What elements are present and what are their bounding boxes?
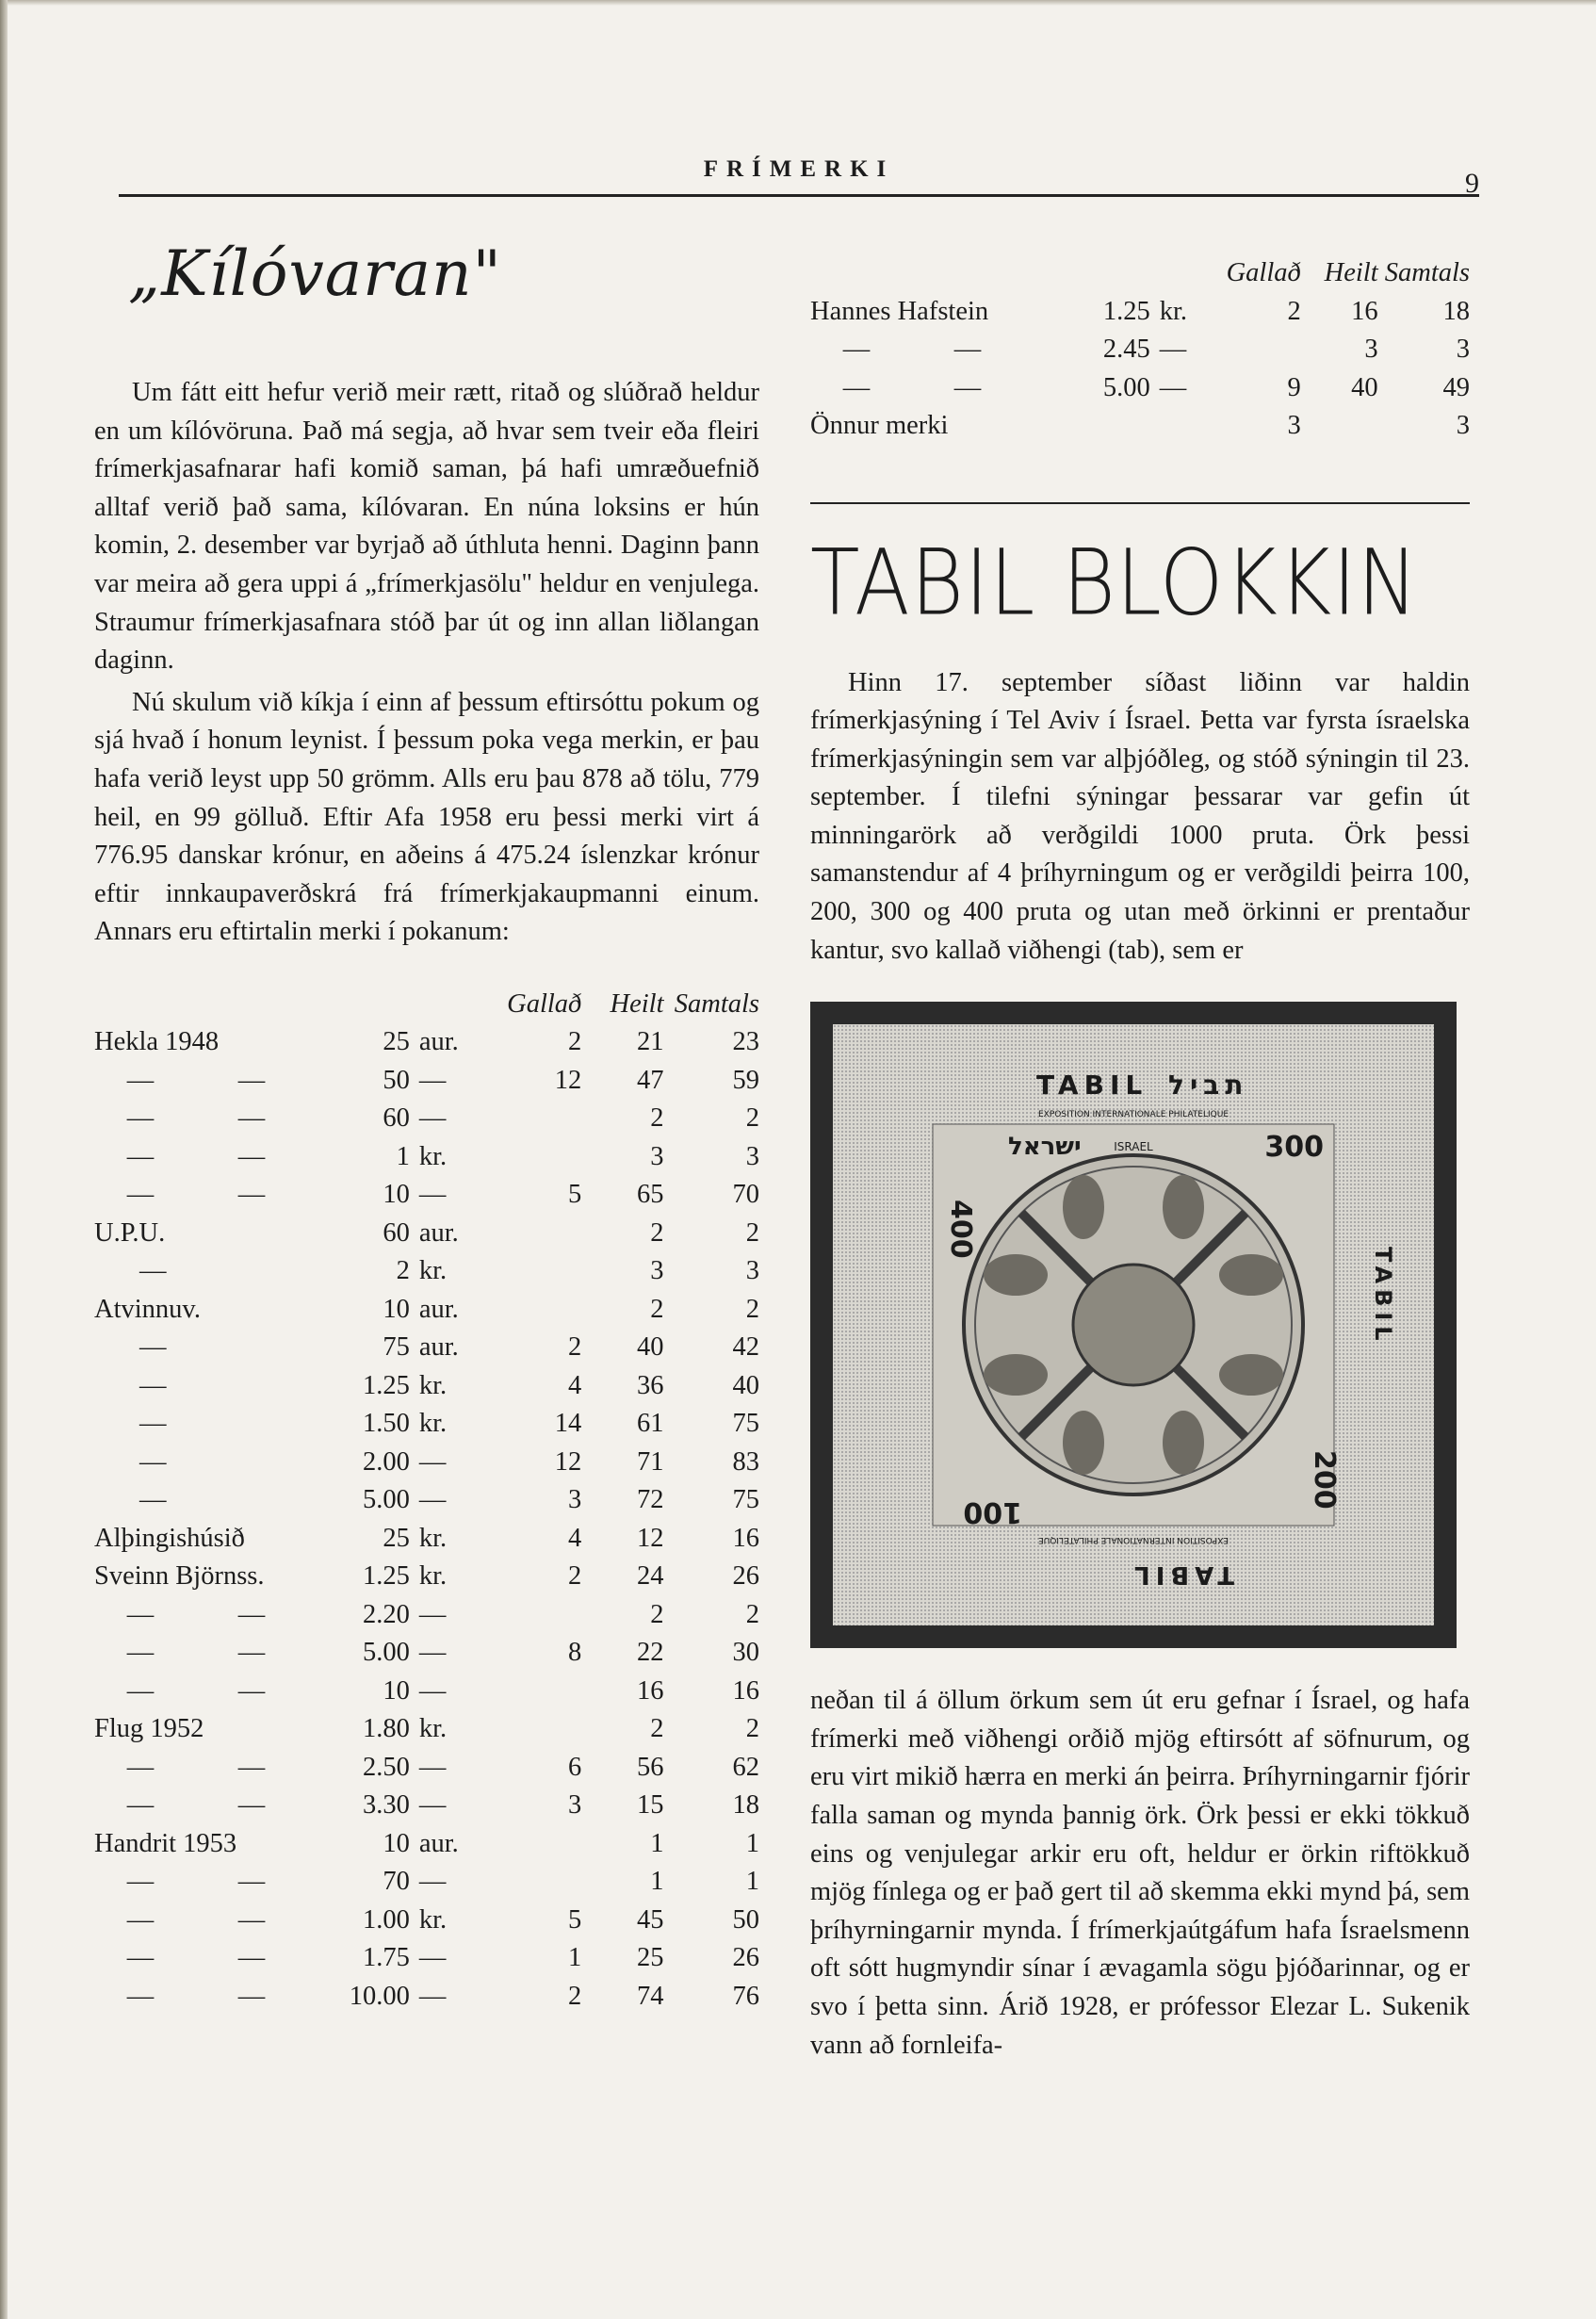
currency-unit: kr. bbox=[418, 1523, 448, 1553]
page-number: 9 bbox=[1465, 168, 1479, 199]
stamp-name bbox=[94, 1939, 334, 1978]
table-row bbox=[94, 1825, 759, 1864]
face-value: 10 bbox=[383, 1675, 410, 1706]
table-row bbox=[94, 1100, 759, 1138]
total-count: 3 bbox=[745, 1256, 759, 1286]
damaged-count: 2 bbox=[568, 1981, 582, 2011]
table-row bbox=[94, 1291, 759, 1330]
damaged-count bbox=[497, 1825, 581, 1864]
total-count: 18 bbox=[1442, 296, 1470, 326]
currency-unit: — bbox=[418, 1638, 447, 1668]
currency-unit bbox=[1160, 407, 1221, 446]
face-value: 75 bbox=[383, 1332, 410, 1363]
table-row bbox=[94, 1863, 759, 1902]
face-value: 2.20 bbox=[362, 1599, 410, 1629]
currency-unit: aur. bbox=[418, 1828, 459, 1858]
table-row bbox=[94, 1176, 759, 1215]
damaged-count bbox=[497, 1215, 581, 1253]
whole-count: 1 bbox=[650, 1867, 664, 1897]
stamp-name bbox=[94, 1329, 334, 1367]
total-count: 76 bbox=[732, 1981, 759, 2011]
ditto-marks: — — bbox=[126, 1981, 266, 2011]
currency-unit: — bbox=[1159, 372, 1187, 402]
whole-count: 47 bbox=[637, 1065, 664, 1095]
stamp-name bbox=[94, 1863, 334, 1902]
damaged-count: 5 bbox=[568, 1904, 582, 1935]
sheet-illustration bbox=[810, 1002, 1457, 1648]
table-row bbox=[810, 293, 1470, 332]
table-body bbox=[94, 1023, 759, 2016]
face-value: 10.00 bbox=[349, 1981, 410, 2011]
ditto-marks: — — bbox=[126, 1790, 266, 1821]
whole-count: 25 bbox=[637, 1943, 664, 1973]
ditto-marks: — — bbox=[126, 1675, 266, 1706]
currency-unit: aur. bbox=[418, 1217, 459, 1248]
tab-label-bottom: TABIL bbox=[1129, 1560, 1234, 1590]
face-value: 10 bbox=[383, 1294, 410, 1324]
currency-unit: — bbox=[418, 1103, 447, 1134]
total-count: 16 bbox=[732, 1523, 759, 1553]
damaged-count: 1 bbox=[568, 1943, 582, 1973]
table-row bbox=[94, 1673, 759, 1711]
table-row bbox=[94, 1252, 759, 1291]
total-count: 2 bbox=[745, 1599, 759, 1629]
whole-count: 1 bbox=[650, 1828, 664, 1858]
table-row bbox=[810, 331, 1470, 369]
stamp-name: Hekla 1948 bbox=[94, 1027, 220, 1057]
damaged-count: 12 bbox=[554, 1446, 582, 1477]
total-count: 18 bbox=[732, 1790, 759, 1821]
header-total: Samtals bbox=[1384, 258, 1470, 287]
tabil-paragraph-1: Hinn 17. september síðast liðinn var haldin frímerkjasýning í Tel Aviv í Ísrael. Þetta var fyrsta ísraelska frímerkjasýningin sem var alþjóðleg, og stóð sýningin til 23. september. Í tilefni sýningar þessarar var gefin út minningarörk að verðgildi 1000 pruta. Örk þessi samanstendur af 4 þríhyrningum og er verðgildi þeirra 100, 200, 300 og 400 pruta og utan með örkinni er prentaður kantur, svo kallað viðhengi (tab), sem er bbox=[810, 667, 1470, 965]
ditto-mark: — bbox=[139, 1256, 167, 1286]
tab-hebrew-top: תביל bbox=[1168, 1070, 1249, 1102]
ditto-marks: — — bbox=[126, 1752, 266, 1782]
damaged-count bbox=[497, 1596, 581, 1635]
table-row bbox=[94, 1520, 759, 1559]
face-value: 25 bbox=[383, 1027, 410, 1057]
total-count: 2 bbox=[745, 1714, 759, 1744]
right-column bbox=[810, 254, 1470, 2065]
stamp-name bbox=[94, 1176, 334, 1215]
currency-unit: aur. bbox=[418, 1294, 459, 1324]
header-damaged: Gallað bbox=[1226, 258, 1301, 287]
damaged-count: 3 bbox=[568, 1485, 582, 1515]
ditto-mark: — bbox=[139, 1370, 167, 1400]
total-count: 30 bbox=[732, 1638, 759, 1668]
denomination-400: 400 bbox=[944, 1200, 977, 1259]
total-count: 3 bbox=[1456, 411, 1470, 440]
stamp-name bbox=[94, 1100, 334, 1138]
country-label: ISRAEL bbox=[1114, 1140, 1153, 1154]
face-value: 3.30 bbox=[362, 1790, 410, 1821]
damaged-count: 3 bbox=[568, 1790, 582, 1821]
total-count: 83 bbox=[732, 1446, 759, 1477]
table-row bbox=[94, 1939, 759, 1978]
whole-count: 2 bbox=[650, 1103, 664, 1134]
face-value: 10 bbox=[383, 1180, 410, 1210]
total-count: 23 bbox=[732, 1027, 759, 1057]
header-total: Samtals bbox=[674, 988, 759, 1019]
currency-unit: kr. bbox=[418, 1409, 448, 1439]
stamp-name: U.P.U. bbox=[94, 1217, 166, 1248]
table-row bbox=[810, 369, 1470, 408]
stamp-name: Önnur merki bbox=[810, 411, 949, 440]
stamp-name bbox=[94, 1444, 334, 1482]
whole-count: 40 bbox=[1351, 372, 1378, 402]
table-row bbox=[94, 1329, 759, 1367]
whole-count: 72 bbox=[637, 1485, 664, 1515]
ditto-mark: — bbox=[139, 1409, 167, 1439]
damaged-count bbox=[497, 1252, 581, 1291]
ditto-mark: — bbox=[139, 1485, 167, 1515]
whole-count: 2 bbox=[650, 1217, 664, 1248]
currency-unit: kr. bbox=[418, 1370, 448, 1400]
table-row bbox=[94, 1902, 759, 1940]
total-count: 49 bbox=[1442, 372, 1470, 402]
currency-unit: — bbox=[418, 1981, 447, 2011]
currency-unit: — bbox=[418, 1446, 447, 1477]
page-edge-top bbox=[0, 0, 1596, 6]
currency-unit: — bbox=[418, 1752, 447, 1782]
face-value: 2.00 bbox=[362, 1446, 410, 1477]
damaged-count: 2 bbox=[568, 1027, 582, 1057]
total-count: 1 bbox=[745, 1828, 759, 1858]
total-count: 50 bbox=[732, 1904, 759, 1935]
currency-unit: — bbox=[418, 1485, 447, 1515]
table-row bbox=[94, 1596, 759, 1635]
whole-count: 21 bbox=[637, 1027, 664, 1057]
face-value: 2.50 bbox=[362, 1752, 410, 1782]
article-title-tabil: TABIL BLOKKIN bbox=[810, 530, 1419, 636]
table-row bbox=[810, 407, 1470, 446]
whole-count: 22 bbox=[637, 1638, 664, 1668]
stamp-inventory-table bbox=[94, 986, 759, 2017]
total-count: 40 bbox=[732, 1370, 759, 1400]
currency-unit: — bbox=[418, 1943, 447, 1973]
header-whole: Heilt bbox=[1324, 258, 1378, 287]
stamp-name: Flug 1952 bbox=[94, 1714, 204, 1744]
damaged-count: 4 bbox=[568, 1523, 582, 1553]
mosaic-center-medallion bbox=[1073, 1265, 1194, 1385]
ditto-marks: — — bbox=[126, 1065, 266, 1095]
stamp-name bbox=[94, 1367, 334, 1406]
currency-unit: aur. bbox=[418, 1027, 459, 1057]
stamp-name bbox=[94, 1596, 334, 1635]
ditto-marks: — — bbox=[126, 1943, 266, 1973]
total-count: 70 bbox=[732, 1180, 759, 1210]
tabil-paragraph-2: neðan til á öllum örkum sem út eru gefnar í Ísrael, og hafa frímerki með viðhengi orðið mjög eftirsótt af söfnurum, og eru virt mikið hærra en merki án þeirra. Þríhyrningarnir fjórir falla saman og mynda þannig örk. Örk þessi er ekki tökkuð eins og venjulegar arkir eru oft, heldur er örkin riftökkuð mjög fínlega og er það gert til að skemma ekki mynd þá, sem þríhyrningarnir mynda. Í frímerkjaútgáfum hafa Ísraelsmenn oft sótt hugmyndir sínar í ævagamla sögu þjóðarinnar, og er svo í þetta sinn. Árið 1928, er prófessor Elezar L. Sukenik vann að fornleifa- bbox=[810, 1686, 1470, 2060]
total-count: 62 bbox=[732, 1752, 759, 1782]
ditto-marks: — — bbox=[126, 1867, 266, 1897]
stamp-name bbox=[94, 1252, 334, 1291]
stamp-name bbox=[94, 1138, 334, 1177]
face-value bbox=[1083, 407, 1160, 446]
stamp-name bbox=[810, 331, 1083, 369]
ditto-marks: — — bbox=[126, 1180, 266, 1210]
total-count: 75 bbox=[732, 1485, 759, 1515]
currency-unit: kr. bbox=[418, 1256, 448, 1286]
denomination-200: 200 bbox=[1308, 1450, 1341, 1510]
denomination-100: 100 bbox=[963, 1495, 1022, 1529]
total-count: 26 bbox=[732, 1943, 759, 1973]
damaged-count: 3 bbox=[1287, 411, 1301, 440]
damaged-count: 6 bbox=[568, 1752, 582, 1782]
whole-count: 65 bbox=[637, 1180, 664, 1210]
table-row bbox=[94, 1062, 759, 1101]
whole-count: 45 bbox=[637, 1904, 664, 1935]
header-damaged: Gallað bbox=[507, 988, 582, 1019]
whole-count: 71 bbox=[637, 1446, 664, 1477]
ditto-marks: — — bbox=[126, 1599, 266, 1629]
face-value: 60 bbox=[383, 1103, 410, 1134]
stamp-inventory-table-continued bbox=[810, 254, 1470, 446]
total-count: 42 bbox=[732, 1332, 759, 1363]
stamp-name: Handrit 1953 bbox=[94, 1828, 237, 1858]
exposition-label-top: EXPOSITION INTERNATIONALE PHILATELIQUE bbox=[1038, 1110, 1229, 1120]
face-value: 1.75 bbox=[362, 1943, 410, 1973]
country-hebrew-label: ישראל bbox=[1008, 1133, 1082, 1162]
ditto-marks: — — bbox=[126, 1904, 266, 1935]
damaged-count: 8 bbox=[568, 1638, 582, 1668]
table-row bbox=[94, 1138, 759, 1177]
total-count: 59 bbox=[732, 1065, 759, 1095]
damaged-count bbox=[497, 1138, 581, 1177]
table-row bbox=[94, 1749, 759, 1788]
whole-count: 2 bbox=[650, 1294, 664, 1324]
exposition-label-bottom: EXPOSITION INTERNATIONALE PHILATELIQUE bbox=[1038, 1535, 1229, 1545]
denomination-300: 300 bbox=[1264, 1131, 1324, 1165]
face-value: 1.25 bbox=[1102, 296, 1150, 326]
face-value: 2.45 bbox=[1102, 335, 1150, 364]
table-row bbox=[94, 1710, 759, 1749]
ditto-mark: — bbox=[139, 1332, 167, 1363]
total-count: 16 bbox=[732, 1675, 759, 1706]
table-row bbox=[94, 1367, 759, 1406]
face-value: 5.00 bbox=[1102, 372, 1150, 402]
ditto-marks: — — bbox=[126, 1638, 266, 1668]
table-row bbox=[94, 1023, 759, 1062]
stamp-name bbox=[94, 1749, 334, 1788]
whole-count: 3 bbox=[1364, 335, 1378, 364]
total-count: 26 bbox=[732, 1561, 759, 1592]
face-value: 1.25 bbox=[362, 1370, 410, 1400]
table-row bbox=[94, 1978, 759, 2017]
currency-unit: — bbox=[418, 1675, 447, 1706]
damaged-count bbox=[1220, 331, 1300, 369]
tab-label-right: TABIL bbox=[1370, 1247, 1396, 1347]
stamp-name: Atvinnuv. bbox=[94, 1294, 201, 1324]
face-value: 60 bbox=[383, 1217, 410, 1248]
damaged-count bbox=[497, 1710, 581, 1749]
currency-unit: — bbox=[418, 1867, 447, 1897]
table-header-row bbox=[94, 986, 759, 1024]
whole-count: 74 bbox=[637, 1981, 664, 2011]
stamp-name bbox=[94, 1405, 334, 1444]
table-row bbox=[94, 1405, 759, 1444]
stamp-name bbox=[94, 1978, 334, 2017]
damaged-count: 14 bbox=[554, 1409, 582, 1439]
currency-unit: kr. bbox=[418, 1561, 448, 1592]
tabil-souvenir-sheet-photo bbox=[810, 1002, 1457, 1648]
face-value: 1.25 bbox=[362, 1561, 410, 1592]
table-row bbox=[94, 1481, 759, 1520]
section-divider bbox=[810, 502, 1470, 504]
whole-count: 3 bbox=[650, 1141, 664, 1171]
tab-label-top: TABIL bbox=[1036, 1070, 1148, 1102]
damaged-count: 12 bbox=[554, 1065, 582, 1095]
magazine-name: FRÍMERKI bbox=[703, 156, 895, 182]
whole-count bbox=[1301, 407, 1378, 446]
header-whole: Heilt bbox=[610, 988, 664, 1019]
whole-count: 2 bbox=[650, 1599, 664, 1629]
left-column bbox=[94, 217, 759, 2016]
ditto-marks: — — bbox=[126, 1141, 266, 1171]
stamp-name bbox=[94, 1673, 334, 1711]
whole-count: 36 bbox=[637, 1370, 664, 1400]
currency-unit: kr. bbox=[418, 1714, 448, 1744]
stamp-name bbox=[94, 1902, 334, 1940]
currency-unit: — bbox=[418, 1180, 447, 1210]
damaged-count: 9 bbox=[1287, 372, 1301, 402]
whole-count: 3 bbox=[650, 1256, 664, 1286]
stamp-name bbox=[94, 1062, 334, 1101]
whole-count: 24 bbox=[637, 1561, 664, 1592]
ditto-marks: — — bbox=[126, 1103, 266, 1134]
total-count: 1 bbox=[745, 1867, 759, 1897]
stamp-name: Hannes Hafstein bbox=[810, 296, 989, 326]
total-count: 3 bbox=[745, 1141, 759, 1171]
whole-count: 16 bbox=[637, 1675, 664, 1706]
whole-count: 40 bbox=[637, 1332, 664, 1363]
currency-unit: kr. bbox=[418, 1904, 448, 1935]
total-count: 3 bbox=[1456, 335, 1470, 364]
table-row bbox=[94, 1444, 759, 1482]
table-header-row bbox=[810, 254, 1470, 293]
face-value: 5.00 bbox=[362, 1638, 410, 1668]
face-value: 50 bbox=[383, 1065, 410, 1095]
damaged-count: 4 bbox=[568, 1370, 582, 1400]
stamp-name bbox=[810, 369, 1083, 408]
currency-unit: — bbox=[418, 1790, 447, 1821]
damaged-count: 2 bbox=[568, 1332, 582, 1363]
face-value: 1.00 bbox=[362, 1904, 410, 1935]
page-edge-left bbox=[0, 0, 8, 2319]
ditto-marks: — — bbox=[842, 335, 982, 364]
stamp-name bbox=[94, 1634, 334, 1673]
currency-unit: aur. bbox=[418, 1332, 459, 1363]
damaged-count bbox=[497, 1673, 581, 1711]
table-row bbox=[94, 1787, 759, 1825]
stamp-name: Alþingishúsið bbox=[94, 1523, 245, 1553]
currency-unit: kr. bbox=[418, 1141, 448, 1171]
currency-unit: — bbox=[1159, 335, 1187, 364]
currency-unit: — bbox=[418, 1599, 447, 1629]
running-head bbox=[119, 151, 1479, 197]
face-value: 1 bbox=[396, 1141, 410, 1171]
ditto-mark: — bbox=[139, 1446, 167, 1477]
whole-count: 16 bbox=[1351, 296, 1378, 326]
total-count: 2 bbox=[745, 1103, 759, 1134]
face-value: 10 bbox=[383, 1828, 410, 1858]
damaged-count bbox=[497, 1291, 581, 1330]
damaged-count bbox=[497, 1863, 581, 1902]
total-count: 2 bbox=[745, 1294, 759, 1324]
damaged-count bbox=[497, 1100, 581, 1138]
face-value: 1.80 bbox=[362, 1714, 410, 1744]
whole-count: 15 bbox=[637, 1790, 664, 1821]
currency-unit: kr. bbox=[1159, 296, 1188, 326]
face-value: 1.50 bbox=[362, 1409, 410, 1439]
ditto-marks: — — bbox=[842, 372, 982, 402]
stamp-name: Sveinn Björnss. bbox=[94, 1561, 265, 1592]
whole-count: 12 bbox=[637, 1523, 664, 1553]
article-title-kilovaran: „Kílóvaran" bbox=[128, 237, 502, 310]
whole-count: 2 bbox=[650, 1714, 664, 1744]
table-row bbox=[94, 1215, 759, 1253]
kilovaran-paragraph-1: Um fátt eitt hefur verið meir rætt, ritað og slúðrað heldur en um kílóvöruna. Það má segja, að hvar sem tveir eða fleiri frímerkjasafnarar hafi komið saman, þá hafi umræðuefnið alltaf verið það sama, kílóvaran. En núna loksins er hún komin, 2. desember var byrjað að úthluta henni. Daginn þann var meira að gera uppi á „frímerkjasölu" heldur en venjulega. Straumur frímerkjasafnara stóð þar út og inn allan liðlangan daginn. bbox=[94, 378, 759, 676]
face-value: 2 bbox=[396, 1256, 410, 1286]
table-row bbox=[94, 1634, 759, 1673]
total-count: 2 bbox=[745, 1217, 759, 1248]
kilovaran-paragraph-2: Nú skulum við kíkja í einn af þessum eftirsóttu pokum og sjá hvað í honum leynist. Í þessum poka vega merkin, er þau hafa verið leyst upp 50 grömm. Alls eru þau 878 að tölu, 779 heil, en 99 gölluð. Eftir Afa 1958 eru þessi merki virt á 776.95 danskar krónur, en aðeins á 475.24 íslenzkar krónur eftir innkaupaverðskrá frá frímerkjakaupmanni einum. Annars eru eftirtalin merki í pokanum: bbox=[94, 687, 759, 947]
face-value: 70 bbox=[383, 1867, 410, 1897]
face-value: 5.00 bbox=[362, 1485, 410, 1515]
stamp-name bbox=[94, 1787, 334, 1825]
total-count: 75 bbox=[732, 1409, 759, 1439]
damaged-count: 5 bbox=[568, 1180, 582, 1210]
whole-count: 61 bbox=[637, 1409, 664, 1439]
damaged-count: 2 bbox=[1287, 296, 1301, 326]
stamp-name bbox=[94, 1481, 334, 1520]
table-body bbox=[810, 293, 1470, 446]
currency-unit: — bbox=[418, 1065, 447, 1095]
damaged-count: 2 bbox=[568, 1561, 582, 1592]
whole-count: 56 bbox=[637, 1752, 664, 1782]
table-row bbox=[94, 1558, 759, 1596]
face-value: 25 bbox=[383, 1523, 410, 1553]
